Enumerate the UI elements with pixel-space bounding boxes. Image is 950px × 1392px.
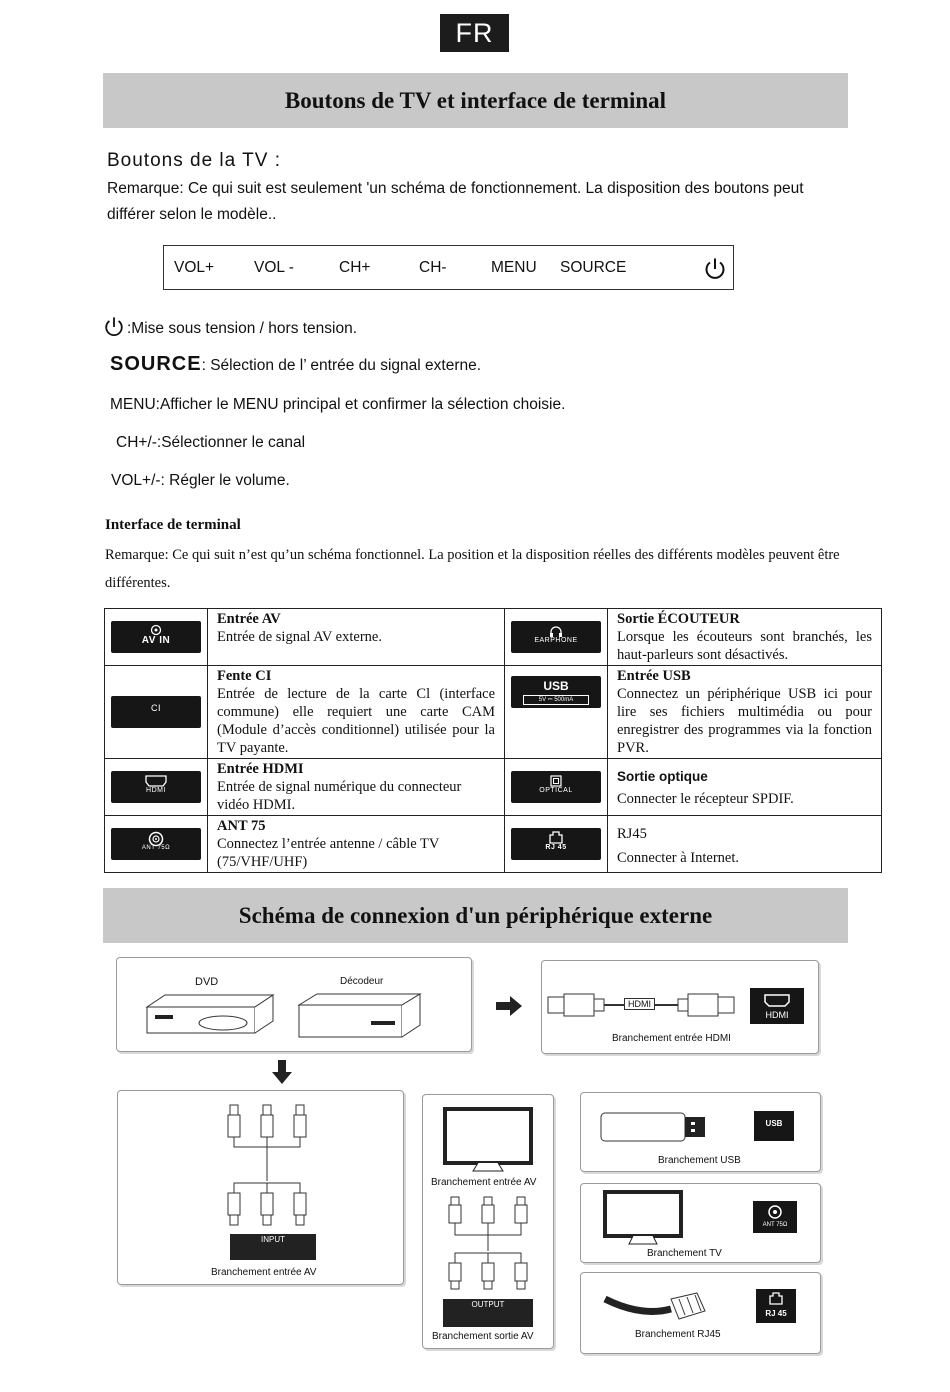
ch-up-label: CH+ [339,259,371,276]
table-row [105,816,882,873]
menu-label: MENU [491,259,537,276]
port-desc-cell [608,759,882,816]
source-label: SOURCE [560,259,627,276]
hdmi-icon: HDMI [111,771,201,803]
tv-buttons-heading: Boutons de la TV : [107,150,281,171]
rj45-connection-panel [580,1272,821,1354]
tv-caption: Branchement TV [647,1248,722,1259]
table-row [105,759,882,816]
port-desc-cell [608,666,882,759]
usb-icon: USB 5V ⎓ 500mA [511,676,601,708]
tv-icon [603,1190,683,1246]
port-desc-cell [208,609,505,666]
rj45-caption: Branchement RJ45 [635,1329,721,1340]
av-in-icon: AV IN [111,621,201,653]
ch-description: CH+/-:Sélectionner le canal [116,434,306,451]
earphone-icon: EARPHONE [511,621,601,653]
section-title-buttons: Boutons de TV et interface de terminal [103,73,848,128]
port-title: Entrée HDMI [217,761,304,777]
vol-up-label: VOL+ [174,259,215,276]
source-description [110,353,481,376]
power-icon [103,316,125,338]
port-title: RJ45 [617,826,647,842]
usb-stick-icon [599,1111,709,1143]
menu-description: MENU:Afficher le MENU principal et confirmer la sélection choisie. [110,396,566,413]
rj45-port-icon: RJ 45 [756,1289,796,1323]
language-badge: FR [440,14,509,52]
port-icon-cell [105,609,208,666]
port-desc-cell [208,666,505,759]
hdmi-caption: Branchement entrée HDMI [612,1033,731,1044]
hdmi-port-icon: HDMI [750,988,804,1024]
source-word: SOURCE [110,353,202,375]
table-row [105,609,882,666]
hdmi-connection-panel [541,960,819,1054]
ci-slot-icon: CI [111,696,201,728]
port-text: Connectez l’entrée antenne / câble TV (75/VHF/UHF) [217,836,440,870]
terminal-remark: Remarque: Ce qui suit n’est qu’un schéma fonctionnel. La position et la disposition réelles des différents modèles peuvent être différentes. [105,547,840,591]
ports-table [104,608,882,873]
av-in-caption-2: Branchement entrée AV [431,1177,537,1188]
dvd-label: DVD [195,976,219,988]
ethernet-cable-icon [601,1285,711,1329]
dvd-player-icon [145,991,275,1039]
tv-icon [443,1107,533,1173]
arrow-down-icon [271,1058,293,1086]
port-title: Sortie ÉCOUTEUR [617,611,740,627]
vol-down-label: VOL - [254,259,294,276]
port-desc-cell [608,816,882,873]
port-desc-cell [208,816,505,873]
source-devices-panel [116,957,472,1052]
port-text: Entrée de lecture de la carte Cl (interface commune) elle requiert une carte CAM (Module d’accès conditionnel) utilisée pour la TV payante. [217,686,495,756]
decoder-box-icon [297,991,422,1041]
port-text: Lorsque les écouteurs sont branchés, les haut-parleurs sont désactivés. [617,629,872,663]
power-description: :Mise sous tension / hors tension. [127,320,358,337]
port-title: Entrée USB [617,668,691,684]
port-icon-cell [505,609,608,666]
terminal-heading: Interface de terminal [105,517,241,533]
port-title: ANT 75 [217,818,266,834]
rj45-icon: RJ 45 [511,828,601,860]
port-title: Sortie optique [617,769,708,784]
port-icon-cell [105,816,208,873]
av-out-caption: Branchement sortie AV [432,1331,534,1342]
output-jack-block: OUTPUT [443,1299,533,1327]
antenna-icon: ANT 75Ω [111,828,201,860]
av-input-panel [117,1090,404,1285]
port-text: Entrée de signal numérique du connecteur vidéo HDMI. [217,779,462,813]
table-row [105,666,882,759]
rca-cables-icon [218,1101,318,1251]
arrow-right-icon [494,994,524,1018]
usb-caption: Branchement USB [658,1155,741,1166]
port-icon-cell [505,759,608,816]
ch-down-label: CH- [419,259,447,276]
source-text: : Sélection de l’ entrée du signal externe. [201,357,482,374]
av-tv-panel [422,1094,554,1349]
port-text: Connecter à Internet. [617,850,739,866]
port-text: Connecter le récepteur SPDIF. [617,791,794,807]
antenna-port-icon: ANT 75Ω [753,1201,797,1233]
port-title: Fente CI [217,668,272,684]
decoder-label: Décodeur [340,976,384,987]
hdmi-cable-label: HDMI [624,998,655,1010]
section-title-connection: Schéma de connexion d'un périphérique externe [103,888,848,943]
tv-buttons-remark: Remarque: Ce qui suit est seulement 'un schéma de fonctionnement. La disposition des boutons peut différer selon le modèle.. [107,180,804,223]
port-icon-cell [505,816,608,873]
port-icon-cell [105,666,208,759]
port-text: Connectez un périphérique USB ici pour lire ses fichiers multimédia ou pour enregistrer des programmes via la fonction PVR. [617,686,872,756]
port-icon-cell [505,666,608,759]
port-title: Entrée AV [217,611,281,627]
port-text: Entrée de signal AV externe. [217,629,382,645]
usb-port-icon: USB [754,1111,794,1141]
av-in-caption: Branchement entrée AV [211,1267,317,1278]
power-icon [703,257,727,281]
tv-connection-panel [580,1183,821,1263]
usb-connection-panel [580,1092,821,1172]
rca-cables-icon [439,1193,539,1299]
optical-icon: OPTICAL [511,771,601,803]
port-icon-cell [105,759,208,816]
port-desc-cell [608,609,882,666]
vol-description: VOL+/-: Régler le volume. [111,472,290,489]
port-desc-cell [208,759,505,816]
tv-button-strip [163,245,734,290]
input-jack-block: INPUT [230,1234,316,1260]
